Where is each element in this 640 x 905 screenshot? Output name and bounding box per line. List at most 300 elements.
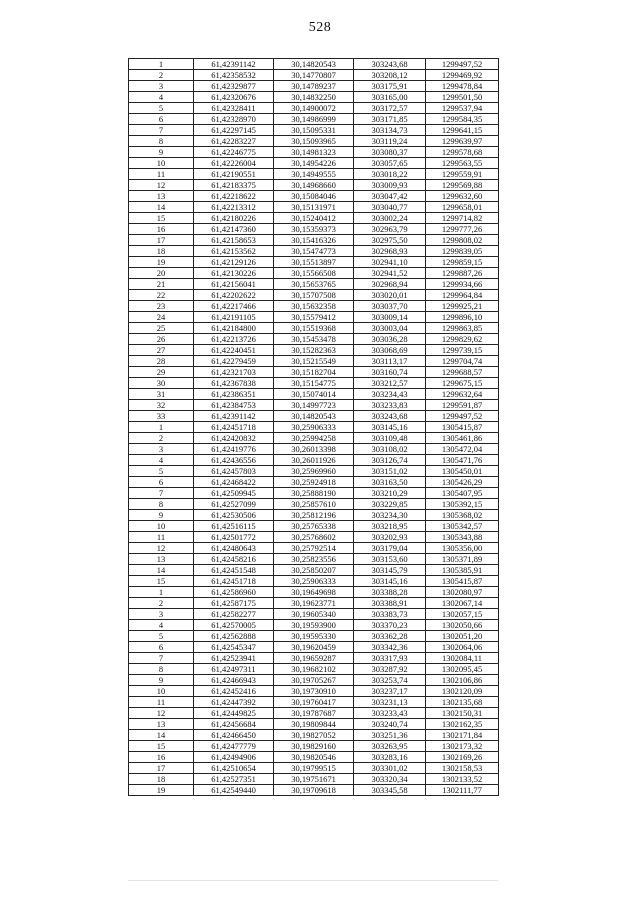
latitude-cell: 61,42183375	[194, 180, 274, 191]
point-number-cell: 12	[129, 708, 194, 719]
longitude-cell: 30,19730910	[274, 686, 354, 697]
table-row	[129, 565, 499, 576]
y-coordinate-cell: 1299632,60	[426, 191, 499, 202]
x-coordinate-cell: 303202,93	[354, 532, 426, 543]
point-number-cell: 26	[129, 334, 194, 345]
longitude-cell: 30,15074014	[274, 389, 354, 400]
longitude-cell: 30,25888190	[274, 488, 354, 499]
table-row	[129, 763, 499, 774]
longitude-cell: 30,25969960	[274, 466, 354, 477]
point-number-cell: 23	[129, 301, 194, 312]
point-number-cell: 7	[129, 125, 194, 136]
x-coordinate-cell: 303362,28	[354, 631, 426, 642]
latitude-cell: 61,42466450	[194, 730, 274, 741]
y-coordinate-cell: 1305407,95	[426, 488, 499, 499]
point-number-cell: 19	[129, 257, 194, 268]
table-row	[129, 422, 499, 433]
x-coordinate-cell: 303172,57	[354, 103, 426, 114]
latitude-cell: 61,42384753	[194, 400, 274, 411]
x-coordinate-cell: 303317,93	[354, 653, 426, 664]
table-row	[129, 323, 499, 334]
table-row	[129, 191, 499, 202]
x-coordinate-cell: 303003,04	[354, 323, 426, 334]
longitude-cell: 30,15513897	[274, 257, 354, 268]
longitude-cell: 30,15095331	[274, 125, 354, 136]
coordinates-table	[128, 58, 499, 796]
x-coordinate-cell: 303036,28	[354, 334, 426, 345]
coordinates-table-body	[129, 59, 499, 796]
y-coordinate-cell: 1299714,82	[426, 213, 499, 224]
longitude-cell: 30,19799515	[274, 763, 354, 774]
y-coordinate-cell: 1302084,11	[426, 653, 499, 664]
y-coordinate-cell: 1302080,97	[426, 587, 499, 598]
x-coordinate-cell: 303047,42	[354, 191, 426, 202]
latitude-cell: 61,42527099	[194, 499, 274, 510]
latitude-cell: 61,42451718	[194, 422, 274, 433]
x-coordinate-cell: 303080,37	[354, 147, 426, 158]
point-number-cell: 20	[129, 268, 194, 279]
latitude-cell: 61,42190551	[194, 169, 274, 180]
x-coordinate-cell: 303163,50	[354, 477, 426, 488]
latitude-cell: 61,42329877	[194, 81, 274, 92]
latitude-cell: 61,42180226	[194, 213, 274, 224]
longitude-cell: 30,19620459	[274, 642, 354, 653]
longitude-cell: 30,15131971	[274, 202, 354, 213]
y-coordinate-cell: 1302162,35	[426, 719, 499, 730]
y-coordinate-cell: 1305392,15	[426, 499, 499, 510]
latitude-cell: 61,42466943	[194, 675, 274, 686]
table-row	[129, 642, 499, 653]
latitude-cell: 61,42213312	[194, 202, 274, 213]
y-coordinate-cell: 1302111,77	[426, 785, 499, 796]
latitude-cell: 61,42516115	[194, 521, 274, 532]
point-number-cell: 1	[129, 587, 194, 598]
point-number-cell: 28	[129, 356, 194, 367]
point-number-cell: 16	[129, 752, 194, 763]
latitude-cell: 61,42129126	[194, 257, 274, 268]
table-row	[129, 675, 499, 686]
point-number-cell: 11	[129, 697, 194, 708]
point-number-cell: 19	[129, 785, 194, 796]
y-coordinate-cell: 1299934,66	[426, 279, 499, 290]
y-coordinate-cell: 1299641,15	[426, 125, 499, 136]
y-coordinate-cell: 1299887,26	[426, 268, 499, 279]
x-coordinate-cell: 303320,34	[354, 774, 426, 785]
latitude-cell: 61,42184800	[194, 323, 274, 334]
point-number-cell: 13	[129, 719, 194, 730]
table-row	[129, 752, 499, 763]
x-coordinate-cell: 303283,16	[354, 752, 426, 763]
longitude-cell: 30,15240412	[274, 213, 354, 224]
longitude-cell: 30,14900072	[274, 103, 354, 114]
y-coordinate-cell: 1305343,88	[426, 532, 499, 543]
point-number-cell: 4	[129, 620, 194, 631]
y-coordinate-cell: 1305461,86	[426, 433, 499, 444]
point-number-cell: 15	[129, 576, 194, 587]
table-row	[129, 774, 499, 785]
table-row	[129, 444, 499, 455]
table-row	[129, 477, 499, 488]
y-coordinate-cell: 1299469,92	[426, 70, 499, 81]
point-number-cell: 22	[129, 290, 194, 301]
table-row	[129, 312, 499, 323]
x-coordinate-cell: 303179,04	[354, 543, 426, 554]
table-row	[129, 543, 499, 554]
point-number-cell: 9	[129, 147, 194, 158]
point-number-cell: 6	[129, 477, 194, 488]
table-row	[129, 334, 499, 345]
point-number-cell: 7	[129, 653, 194, 664]
y-coordinate-cell: 1299563,55	[426, 158, 499, 169]
longitude-cell: 30,14949555	[274, 169, 354, 180]
latitude-cell: 61,42586960	[194, 587, 274, 598]
table-row	[129, 345, 499, 356]
table-row	[129, 411, 499, 422]
latitude-cell: 61,42147360	[194, 224, 274, 235]
point-number-cell: 18	[129, 774, 194, 785]
x-coordinate-cell: 303253,74	[354, 675, 426, 686]
x-coordinate-cell: 303040,77	[354, 202, 426, 213]
table-row	[129, 169, 499, 180]
y-coordinate-cell: 1299964,84	[426, 290, 499, 301]
x-coordinate-cell: 303018,22	[354, 169, 426, 180]
latitude-cell: 61,42523941	[194, 653, 274, 664]
latitude-cell: 61,42358532	[194, 70, 274, 81]
y-coordinate-cell: 1299497,52	[426, 411, 499, 422]
x-coordinate-cell: 303020,01	[354, 290, 426, 301]
point-number-cell: 8	[129, 664, 194, 675]
latitude-cell: 61,42497311	[194, 664, 274, 675]
longitude-cell: 30,15359373	[274, 224, 354, 235]
latitude-cell: 61,42328411	[194, 103, 274, 114]
y-coordinate-cell: 1299688,57	[426, 367, 499, 378]
x-coordinate-cell: 303243,68	[354, 59, 426, 70]
table-row	[129, 719, 499, 730]
longitude-cell: 30,15653765	[274, 279, 354, 290]
point-number-cell: 27	[129, 345, 194, 356]
y-coordinate-cell: 1299896,10	[426, 312, 499, 323]
longitude-cell: 30,15453478	[274, 334, 354, 345]
y-coordinate-cell: 1299658,01	[426, 202, 499, 213]
y-coordinate-cell: 1305415,87	[426, 576, 499, 587]
latitude-cell: 61,42468422	[194, 477, 274, 488]
table-row	[129, 202, 499, 213]
y-coordinate-cell: 1299839,05	[426, 246, 499, 257]
point-number-cell: 24	[129, 312, 194, 323]
latitude-cell: 61,42218622	[194, 191, 274, 202]
point-number-cell: 21	[129, 279, 194, 290]
point-number-cell: 10	[129, 521, 194, 532]
x-coordinate-cell: 303345,58	[354, 785, 426, 796]
point-number-cell: 13	[129, 554, 194, 565]
point-number-cell: 14	[129, 565, 194, 576]
y-coordinate-cell: 1299584,35	[426, 114, 499, 125]
y-coordinate-cell: 1302173,32	[426, 741, 499, 752]
x-coordinate-cell: 303009,14	[354, 312, 426, 323]
table-row	[129, 609, 499, 620]
point-number-cell: 14	[129, 202, 194, 213]
point-number-cell: 10	[129, 158, 194, 169]
latitude-cell: 61,42458216	[194, 554, 274, 565]
point-number-cell: 32	[129, 400, 194, 411]
point-number-cell: 33	[129, 411, 194, 422]
x-coordinate-cell: 303145,79	[354, 565, 426, 576]
table-row	[129, 114, 499, 125]
x-coordinate-cell: 303119,24	[354, 136, 426, 147]
y-coordinate-cell: 1302120,09	[426, 686, 499, 697]
table-row	[129, 158, 499, 169]
table-row	[129, 686, 499, 697]
point-number-cell: 8	[129, 499, 194, 510]
longitude-cell: 30,14997723	[274, 400, 354, 411]
y-coordinate-cell: 1302133,52	[426, 774, 499, 785]
table-row	[129, 70, 499, 81]
latitude-cell: 61,42386351	[194, 389, 274, 400]
longitude-cell: 30,25812196	[274, 510, 354, 521]
y-coordinate-cell: 1302051,20	[426, 631, 499, 642]
point-number-cell: 3	[129, 444, 194, 455]
point-number-cell: 9	[129, 675, 194, 686]
point-number-cell: 9	[129, 510, 194, 521]
x-coordinate-cell: 303301,02	[354, 763, 426, 774]
table-row	[129, 367, 499, 378]
y-coordinate-cell: 1302050,66	[426, 620, 499, 631]
table-row	[129, 92, 499, 103]
table-row	[129, 532, 499, 543]
y-coordinate-cell: 1302057,15	[426, 609, 499, 620]
longitude-cell: 30,15519368	[274, 323, 354, 334]
y-coordinate-cell: 1302067,14	[426, 598, 499, 609]
x-coordinate-cell: 302941,10	[354, 257, 426, 268]
longitude-cell: 30,15154775	[274, 378, 354, 389]
longitude-cell: 30,14986999	[274, 114, 354, 125]
x-coordinate-cell: 302975,50	[354, 235, 426, 246]
longitude-cell: 30,15707508	[274, 290, 354, 301]
longitude-cell: 30,25906333	[274, 422, 354, 433]
longitude-cell: 30,15282363	[274, 345, 354, 356]
point-number-cell: 18	[129, 246, 194, 257]
y-coordinate-cell: 1305426,29	[426, 477, 499, 488]
point-number-cell: 3	[129, 81, 194, 92]
table-row	[129, 378, 499, 389]
table-row	[129, 554, 499, 565]
y-coordinate-cell: 1302158,53	[426, 763, 499, 774]
table-row	[129, 785, 499, 796]
x-coordinate-cell: 303342,36	[354, 642, 426, 653]
latitude-cell: 61,42420832	[194, 433, 274, 444]
x-coordinate-cell: 303068,69	[354, 345, 426, 356]
y-coordinate-cell: 1299578,68	[426, 147, 499, 158]
longitude-cell: 30,25765338	[274, 521, 354, 532]
x-coordinate-cell: 303151,02	[354, 466, 426, 477]
longitude-cell: 30,25792514	[274, 543, 354, 554]
table-row	[129, 59, 499, 70]
x-coordinate-cell: 303208,12	[354, 70, 426, 81]
y-coordinate-cell: 1299497,52	[426, 59, 499, 70]
point-number-cell: 11	[129, 532, 194, 543]
x-coordinate-cell: 302941,52	[354, 268, 426, 279]
latitude-cell: 61,42436556	[194, 455, 274, 466]
x-coordinate-cell: 303231,13	[354, 697, 426, 708]
table-row	[129, 433, 499, 444]
latitude-cell: 61,42527351	[194, 774, 274, 785]
y-coordinate-cell: 1305450,01	[426, 466, 499, 477]
point-number-cell: 5	[129, 103, 194, 114]
y-coordinate-cell: 1299925,21	[426, 301, 499, 312]
point-number-cell: 25	[129, 323, 194, 334]
point-number-cell: 3	[129, 609, 194, 620]
x-coordinate-cell: 303175,91	[354, 81, 426, 92]
latitude-cell: 61,42545347	[194, 642, 274, 653]
x-coordinate-cell: 303240,74	[354, 719, 426, 730]
x-coordinate-cell: 303251,36	[354, 730, 426, 741]
table-row	[129, 125, 499, 136]
x-coordinate-cell: 303210,29	[354, 488, 426, 499]
latitude-cell: 61,42570005	[194, 620, 274, 631]
y-coordinate-cell: 1299537,94	[426, 103, 499, 114]
table-row	[129, 279, 499, 290]
y-coordinate-cell: 1302135,68	[426, 697, 499, 708]
latitude-cell: 61,42494906	[194, 752, 274, 763]
point-number-cell: 15	[129, 213, 194, 224]
x-coordinate-cell: 303153,60	[354, 554, 426, 565]
longitude-cell: 30,14832250	[274, 92, 354, 103]
x-coordinate-cell: 303388,28	[354, 587, 426, 598]
point-number-cell: 1	[129, 59, 194, 70]
table-row	[129, 246, 499, 257]
latitude-cell: 61,42156041	[194, 279, 274, 290]
y-coordinate-cell: 1302064,06	[426, 642, 499, 653]
longitude-cell: 30,19605340	[274, 609, 354, 620]
point-number-cell: 31	[129, 389, 194, 400]
longitude-cell: 30,15416326	[274, 235, 354, 246]
table-row	[129, 653, 499, 664]
point-number-cell: 4	[129, 455, 194, 466]
longitude-cell: 30,14820543	[274, 59, 354, 70]
table-row	[129, 576, 499, 587]
point-number-cell: 11	[129, 169, 194, 180]
y-coordinate-cell: 1305342,57	[426, 521, 499, 532]
point-number-cell: 17	[129, 763, 194, 774]
table-row	[129, 741, 499, 752]
point-number-cell: 16	[129, 224, 194, 235]
latitude-cell: 61,42202622	[194, 290, 274, 301]
point-number-cell: 2	[129, 70, 194, 81]
latitude-cell: 61,42158653	[194, 235, 274, 246]
point-number-cell: 12	[129, 180, 194, 191]
longitude-cell: 30,15215549	[274, 356, 354, 367]
longitude-cell: 30,25994258	[274, 433, 354, 444]
longitude-cell: 30,19705267	[274, 675, 354, 686]
latitude-cell: 61,42582277	[194, 609, 274, 620]
y-coordinate-cell: 1299739,15	[426, 345, 499, 356]
latitude-cell: 61,42457803	[194, 466, 274, 477]
longitude-cell: 30,19760417	[274, 697, 354, 708]
table-row	[129, 213, 499, 224]
latitude-cell: 61,42562888	[194, 631, 274, 642]
x-coordinate-cell: 303263,95	[354, 741, 426, 752]
y-coordinate-cell: 1305471,76	[426, 455, 499, 466]
x-coordinate-cell: 303126,74	[354, 455, 426, 466]
x-coordinate-cell: 303009,93	[354, 180, 426, 191]
longitude-cell: 30,19682102	[274, 664, 354, 675]
table-row	[129, 488, 499, 499]
table-row	[129, 521, 499, 532]
x-coordinate-cell: 303383,73	[354, 609, 426, 620]
longitude-cell: 30,19809844	[274, 719, 354, 730]
x-coordinate-cell: 303160,74	[354, 367, 426, 378]
latitude-cell: 61,42477779	[194, 741, 274, 752]
table-row	[129, 455, 499, 466]
table-row	[129, 356, 499, 367]
x-coordinate-cell: 303370,23	[354, 620, 426, 631]
x-coordinate-cell: 303134,73	[354, 125, 426, 136]
y-coordinate-cell: 1299501,50	[426, 92, 499, 103]
longitude-cell: 30,25850207	[274, 565, 354, 576]
longitude-cell: 30,25823556	[274, 554, 354, 565]
latitude-cell: 61,42320676	[194, 92, 274, 103]
y-coordinate-cell: 1305385,91	[426, 565, 499, 576]
longitude-cell: 30,19751671	[274, 774, 354, 785]
point-number-cell: 17	[129, 235, 194, 246]
longitude-cell: 30,19649698	[274, 587, 354, 598]
longitude-cell: 30,14789237	[274, 81, 354, 92]
point-number-cell: 5	[129, 466, 194, 477]
longitude-cell: 30,19820546	[274, 752, 354, 763]
x-coordinate-cell: 303113,17	[354, 356, 426, 367]
longitude-cell: 30,19623771	[274, 598, 354, 609]
latitude-cell: 61,42321703	[194, 367, 274, 378]
table-row	[129, 224, 499, 235]
y-coordinate-cell: 1299639,97	[426, 136, 499, 147]
latitude-cell: 61,42130226	[194, 268, 274, 279]
longitude-cell: 30,15566508	[274, 268, 354, 279]
latitude-cell: 61,42279459	[194, 356, 274, 367]
latitude-cell: 61,42297145	[194, 125, 274, 136]
longitude-cell: 30,14770807	[274, 70, 354, 81]
point-number-cell: 6	[129, 114, 194, 125]
x-coordinate-cell: 302968,93	[354, 246, 426, 257]
longitude-cell: 30,25924918	[274, 477, 354, 488]
y-coordinate-cell: 1299777,26	[426, 224, 499, 235]
table-row	[129, 301, 499, 312]
point-number-cell: 2	[129, 598, 194, 609]
table-row	[129, 103, 499, 114]
point-number-cell: 7	[129, 488, 194, 499]
y-coordinate-cell: 1299632,64	[426, 389, 499, 400]
latitude-cell: 61,42153562	[194, 246, 274, 257]
latitude-cell: 61,42283227	[194, 136, 274, 147]
x-coordinate-cell: 303233,43	[354, 708, 426, 719]
x-coordinate-cell: 303218,95	[354, 521, 426, 532]
page-number: 528	[308, 20, 332, 35]
x-coordinate-cell: 303287,92	[354, 664, 426, 675]
table-row	[129, 81, 499, 92]
latitude-cell: 61,42391142	[194, 411, 274, 422]
y-coordinate-cell: 1299569,88	[426, 180, 499, 191]
y-coordinate-cell: 1305415,87	[426, 422, 499, 433]
point-number-cell: 30	[129, 378, 194, 389]
point-number-cell: 5	[129, 631, 194, 642]
point-number-cell: 10	[129, 686, 194, 697]
point-number-cell: 29	[129, 367, 194, 378]
y-coordinate-cell: 1299859,15	[426, 257, 499, 268]
latitude-cell: 61,42587175	[194, 598, 274, 609]
point-number-cell: 1	[129, 422, 194, 433]
x-coordinate-cell: 303237,17	[354, 686, 426, 697]
longitude-cell: 30,25906333	[274, 576, 354, 587]
point-number-cell: 15	[129, 741, 194, 752]
